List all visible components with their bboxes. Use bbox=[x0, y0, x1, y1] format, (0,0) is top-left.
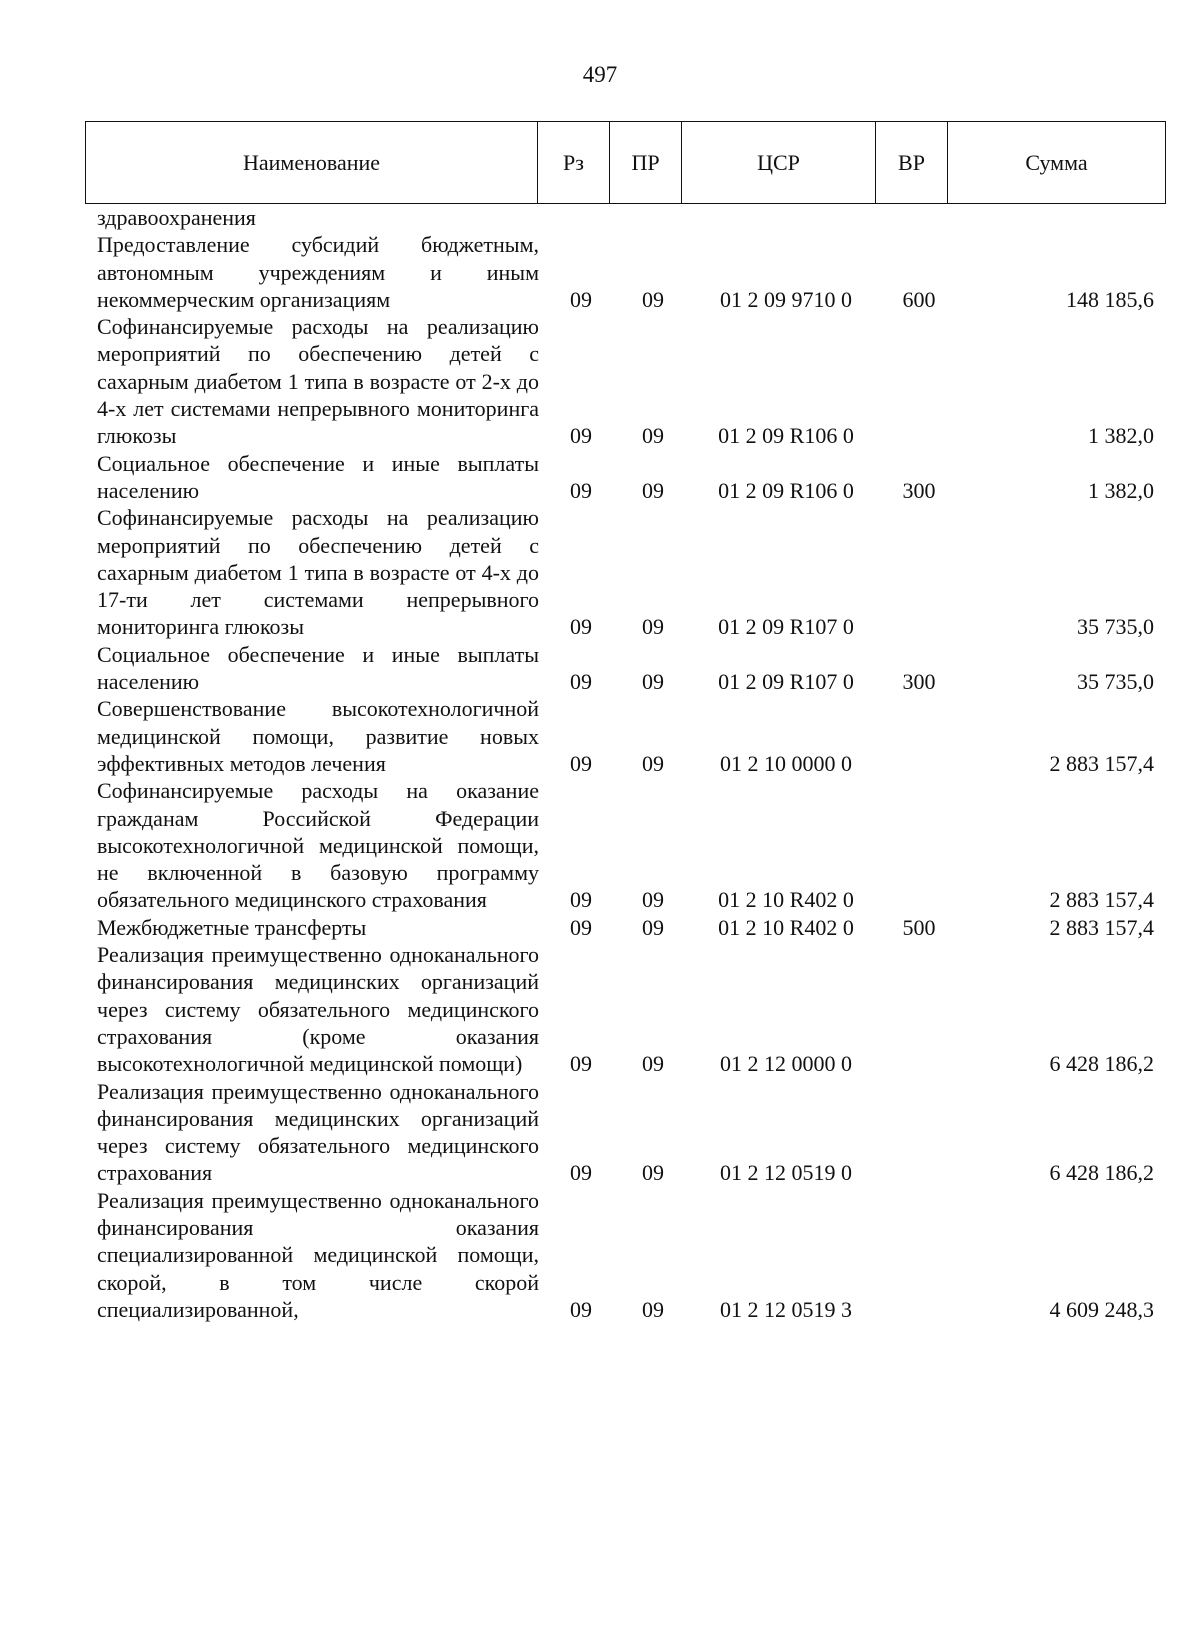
row-sum: 1 382,0 bbox=[1088, 477, 1154, 503]
page-number: 497 bbox=[582, 62, 618, 87]
row-csr: 01 2 09 R107 0 bbox=[718, 614, 854, 640]
row-sum: 35 735,0 bbox=[1077, 669, 1154, 695]
row-sum: 1 382,0 bbox=[1088, 423, 1154, 449]
row-rz: 09 bbox=[570, 750, 592, 776]
row-sum: 6 428 186,2 bbox=[1049, 1051, 1154, 1077]
table-header bbox=[85, 121, 1166, 204]
row-name: Социальное обеспечение и иные выплаты населению bbox=[97, 450, 539, 503]
row-rz: 09 bbox=[570, 914, 592, 940]
header-vr: ВР bbox=[876, 122, 948, 203]
row-sum: 148 185,6 bbox=[1066, 286, 1154, 312]
header-pr: ПР bbox=[610, 122, 682, 203]
row-csr: 01 2 09 R107 0 bbox=[718, 669, 854, 695]
row-sum: 2 883 157,4 bbox=[1049, 750, 1154, 776]
row-pr: 09 bbox=[642, 1296, 664, 1322]
header-sum: Сумма bbox=[1025, 149, 1088, 175]
row-vr: 300 bbox=[902, 477, 936, 503]
row-csr: 01 2 12 0519 3 bbox=[720, 1296, 852, 1322]
row-name: Социальное обеспечение и иные выплаты населению bbox=[97, 641, 539, 695]
row-name: Реализация преимущественно одноканального финансирования медицинских организаций через систему обязательного медицинского страхования bbox=[97, 1078, 539, 1186]
row-rz: 09 bbox=[570, 1296, 592, 1322]
row-pr: 09 bbox=[642, 614, 664, 640]
row-csr: 01 2 10 R402 0 bbox=[718, 914, 854, 940]
row-rz: 09 bbox=[570, 614, 592, 640]
row-name: Софинансируемые расходы на реализацию мероприятий по обеспечению детей с сахарным диабетом 1 типа в возрасте от 2-х до 4-х лет системами непрерывного мониторинга глюкозы bbox=[97, 314, 539, 449]
table-row bbox=[85, 231, 1166, 313]
row-pr: 09 bbox=[642, 1051, 664, 1077]
row-name: Софинансируемые расходы на реализацию мероприятий по обеспечению детей с сахарным диабетом 1 типа в возрасте от 4-х до 17-ти лет системами непрерывного мониторинга глюкозы bbox=[97, 505, 539, 640]
row-csr: 01 2 10 0000 0 bbox=[720, 750, 852, 776]
row-sum: 35 735,0 bbox=[1077, 614, 1154, 640]
row-rz: 09 bbox=[570, 669, 592, 695]
row-csr: 01 2 09 R106 0 bbox=[718, 423, 854, 449]
table-row bbox=[85, 914, 1166, 941]
row-csr: 01 2 12 0000 0 bbox=[720, 1051, 852, 1077]
table-row bbox=[85, 777, 1166, 913]
row-csr: 01 2 12 0519 0 bbox=[720, 1160, 852, 1186]
table-row bbox=[85, 1078, 1166, 1187]
row-name: Предоставление субсидий бюджетным, автономным учреждениям и иным некоммерческим организациям bbox=[97, 232, 539, 312]
row-pr: 09 bbox=[642, 477, 664, 503]
row-pr: 09 bbox=[642, 423, 664, 449]
row-csr: 01 2 09 9710 0 bbox=[720, 286, 852, 312]
row-pr: 09 bbox=[642, 750, 664, 776]
row-sum: 4 609 248,3 bbox=[1049, 1296, 1154, 1322]
row-sum: 2 883 157,4 bbox=[1049, 914, 1154, 940]
row-pr: 09 bbox=[642, 669, 664, 695]
row-pr: 09 bbox=[642, 914, 664, 940]
table-row bbox=[85, 941, 1166, 1077]
header-rz: Рз bbox=[538, 122, 610, 203]
row-rz: 09 bbox=[570, 1051, 592, 1077]
row-name: Совершенствование высокотехнологичной медицинской помощи, развитие новых эффективных методов лечения bbox=[97, 696, 539, 776]
table-row bbox=[85, 1187, 1166, 1323]
row-name: Реализация преимущественно одноканального финансирования медицинских организаций через систему обязательного медицинского страхования (кроме оказания высокотехнологичной медицинской помощи) bbox=[97, 942, 539, 1077]
table-row bbox=[85, 695, 1166, 777]
row-csr: 01 2 09 R106 0 bbox=[718, 477, 854, 503]
row-name: здравоохранения bbox=[97, 205, 256, 230]
header-name: Наименование bbox=[86, 122, 538, 203]
row-vr: 600 bbox=[902, 286, 936, 312]
row-rz: 09 bbox=[570, 1160, 592, 1186]
table-row bbox=[85, 450, 1166, 505]
row-rz: 09 bbox=[570, 887, 592, 913]
row-rz: 09 bbox=[570, 477, 592, 503]
row-rz: 09 bbox=[570, 286, 592, 312]
row-pr: 09 bbox=[642, 1160, 664, 1186]
table-row bbox=[85, 313, 1166, 449]
row-pr: 09 bbox=[642, 887, 664, 913]
table-row bbox=[85, 504, 1166, 640]
table-row bbox=[85, 204, 1166, 231]
row-sum: 2 883 157,4 bbox=[1049, 887, 1154, 913]
header-csr: ЦСР bbox=[682, 122, 876, 203]
row-rz: 09 bbox=[570, 423, 592, 449]
row-pr: 09 bbox=[642, 286, 664, 312]
row-sum: 6 428 186,2 bbox=[1049, 1160, 1154, 1186]
row-csr: 01 2 10 R402 0 bbox=[718, 887, 854, 913]
row-name: Реализация преимущественно одноканального финансирования оказания специализированной медицинской помощи, скорой, в том числе скорой специализированной, bbox=[97, 1187, 539, 1322]
table-row bbox=[85, 641, 1166, 696]
row-name: Межбюджетные трансферты bbox=[97, 914, 367, 940]
table-body bbox=[85, 204, 1166, 1323]
row-vr: 300 bbox=[902, 669, 936, 695]
row-name: Софинансируемые расходы на оказание гражданам Российской Федерации высокотехнологичной медицинской помощи, не включенной в базовую программу обязательного медицинского страхования bbox=[97, 778, 539, 913]
row-vr: 500 bbox=[902, 914, 936, 940]
